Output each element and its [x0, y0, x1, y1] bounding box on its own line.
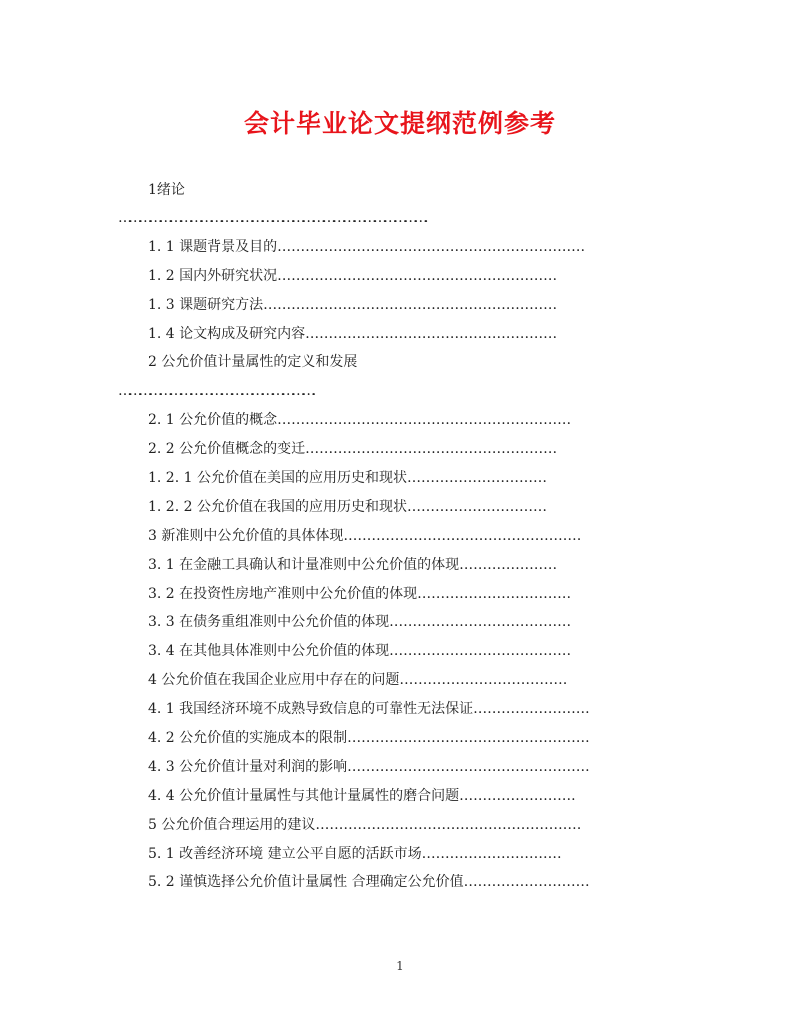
- toc-entry-3-4: 3. 4 在其他具体准则中公允价值的体现…………………………………: [148, 643, 572, 659]
- toc-entry-4: 4 公允价值在我国企业应用中存在的问题………………………………: [148, 672, 568, 688]
- toc-entry-4-4: 4. 4 公允价值计量属性与其他计量属性的磨合问题…………………….: [148, 788, 576, 804]
- toc-entry-1-4: 1. 4 论文构成及研究内容………………………………………………: [148, 326, 558, 342]
- toc-entry-3-1: 3. 1 在金融工具确认和计量准则中公允价值的体现…………………: [148, 557, 558, 573]
- page-number: 1: [396, 959, 404, 973]
- toc-entry-1-1: 1. 1 课题背景及目的…………………………………………………………: [148, 239, 586, 255]
- toc-entry-5-1: 5. 1 改善经济环境 建立公平自愿的活跃市场…………………………: [148, 846, 562, 862]
- toc-entry-4-2: 4. 2 公允价值的实施成本的限制…………………………………………….: [148, 730, 590, 746]
- toc-entry-1: 1绪论: [148, 182, 185, 198]
- toc-entry-3: 3 新准则中公允价值的具体体现……………………………………………: [148, 528, 582, 544]
- document-title: 会计毕业论文提纲范例参考: [243, 109, 556, 138]
- toc-entry-1-2-2: 1. 2. 2 公允价值在我国的应用历史和现状…………………………: [148, 499, 547, 515]
- toc-entry-4-3: 4. 3 公允价值计量对利润的影响…………………………………………….: [148, 759, 590, 775]
- toc-entry-1-3: 1. 3 课题研究方法………………………………………………………: [148, 297, 558, 313]
- toc-leader-1: ……………………………………………………………………………….: [118, 210, 425, 226]
- toc-entry-3-2: 3. 2 在投资性房地产准则中公允价值的体现……………………………: [148, 586, 572, 602]
- toc-entry-2-1: 2. 1 公允价值的概念………………………………………………………: [148, 412, 572, 428]
- toc-entry-1-2-1: 1. 2. 1 公允价值在美国的应用历史和现状…………………………: [148, 470, 547, 486]
- toc-entry-5-2: 5. 2 谨慎选择公允价值计量属性 合理确定公允价值………………………: [148, 874, 590, 890]
- toc-entry-1-2: 1. 2 国内外研究状况……………………………………………………: [148, 268, 558, 284]
- toc-entry-4-1: 4. 1 我国经济环境不成熟导致信息的可靠性无法保证…………………….: [148, 701, 590, 717]
- toc-leader-2: ………………………………………………….: [118, 383, 313, 399]
- toc-entry-3-3: 3. 3 在债务重组准则中公允价值的体现…………………………………: [148, 614, 572, 630]
- toc-entry-2-2: 2. 2 公允价值概念的变迁………………………………………………: [148, 441, 558, 457]
- toc-entry-2: 2 公允价值计量属性的定义和发展: [148, 354, 358, 370]
- toc-entry-5: 5 公允价值合理运用的建议…………………………………………………: [148, 817, 582, 833]
